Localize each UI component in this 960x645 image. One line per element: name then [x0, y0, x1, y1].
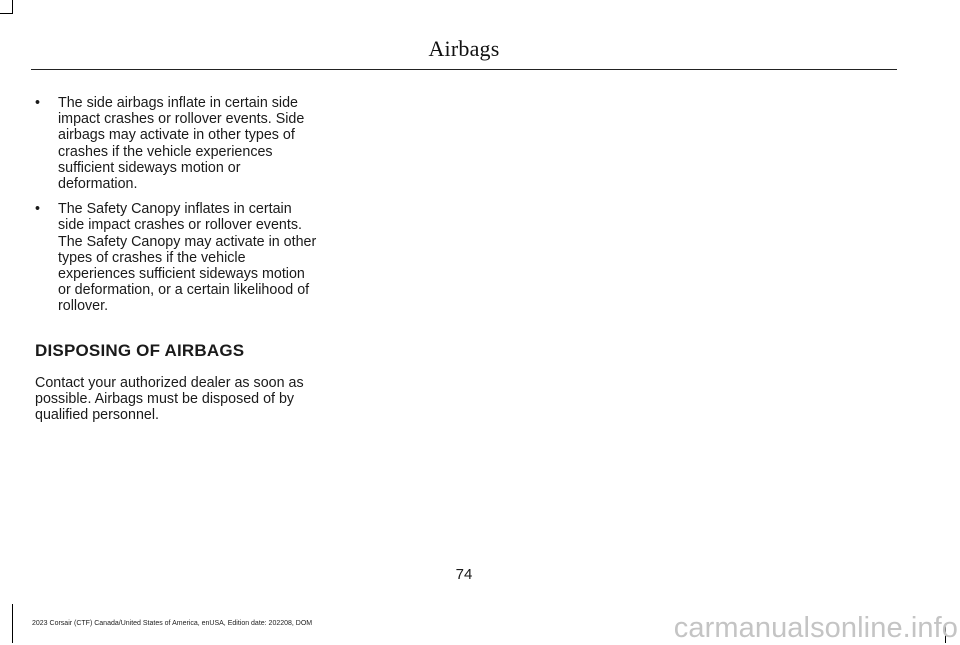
section-heading: DISPOSING OF AIRBAGS [35, 340, 245, 360]
header-divider [31, 69, 897, 70]
bullet-list [35, 95, 317, 315]
bullet-icon: • [35, 201, 41, 218]
page-number: 74 [455, 566, 473, 583]
crop-mark-top-left-vertical [12, 0, 13, 14]
content-column [35, 95, 317, 423]
bullet-icon: • [35, 95, 41, 111]
bullet-text: The side airbags inflate in certain side impact crashes or rollover events. Side airbags may activate in other types of crashes if the vehicle experiences sufficient sideways motion or deformation. [58, 95, 305, 193]
page-title: Airbags [428, 36, 500, 61]
watermark-logo: carmanualsonline.info [673, 612, 958, 644]
bullet-text: The Safety Canopy inflates in certain side impact crashes or rollover events. The Safety Canopy may activate in other types of crashes if the vehicle experiences sufficient sideways motion or deformation, or a certain likelihood of rollover. [58, 201, 317, 315]
bullet-item-side-airbags [35, 95, 317, 192]
crop-mark-bottom-left-vertical [12, 604, 13, 643]
crop-mark-top-left-horizontal [0, 13, 13, 14]
section-body: Contact your authorized dealer as soon as possible. Airbags must be disposed of by qualified personnel. [35, 374, 304, 424]
edition-footer: 2023 Corsair (CTF) Canada/United States of America, enUSA, Edition date: 202208, DOM [32, 620, 313, 627]
bullet-item-safety-canopy [35, 201, 317, 314]
